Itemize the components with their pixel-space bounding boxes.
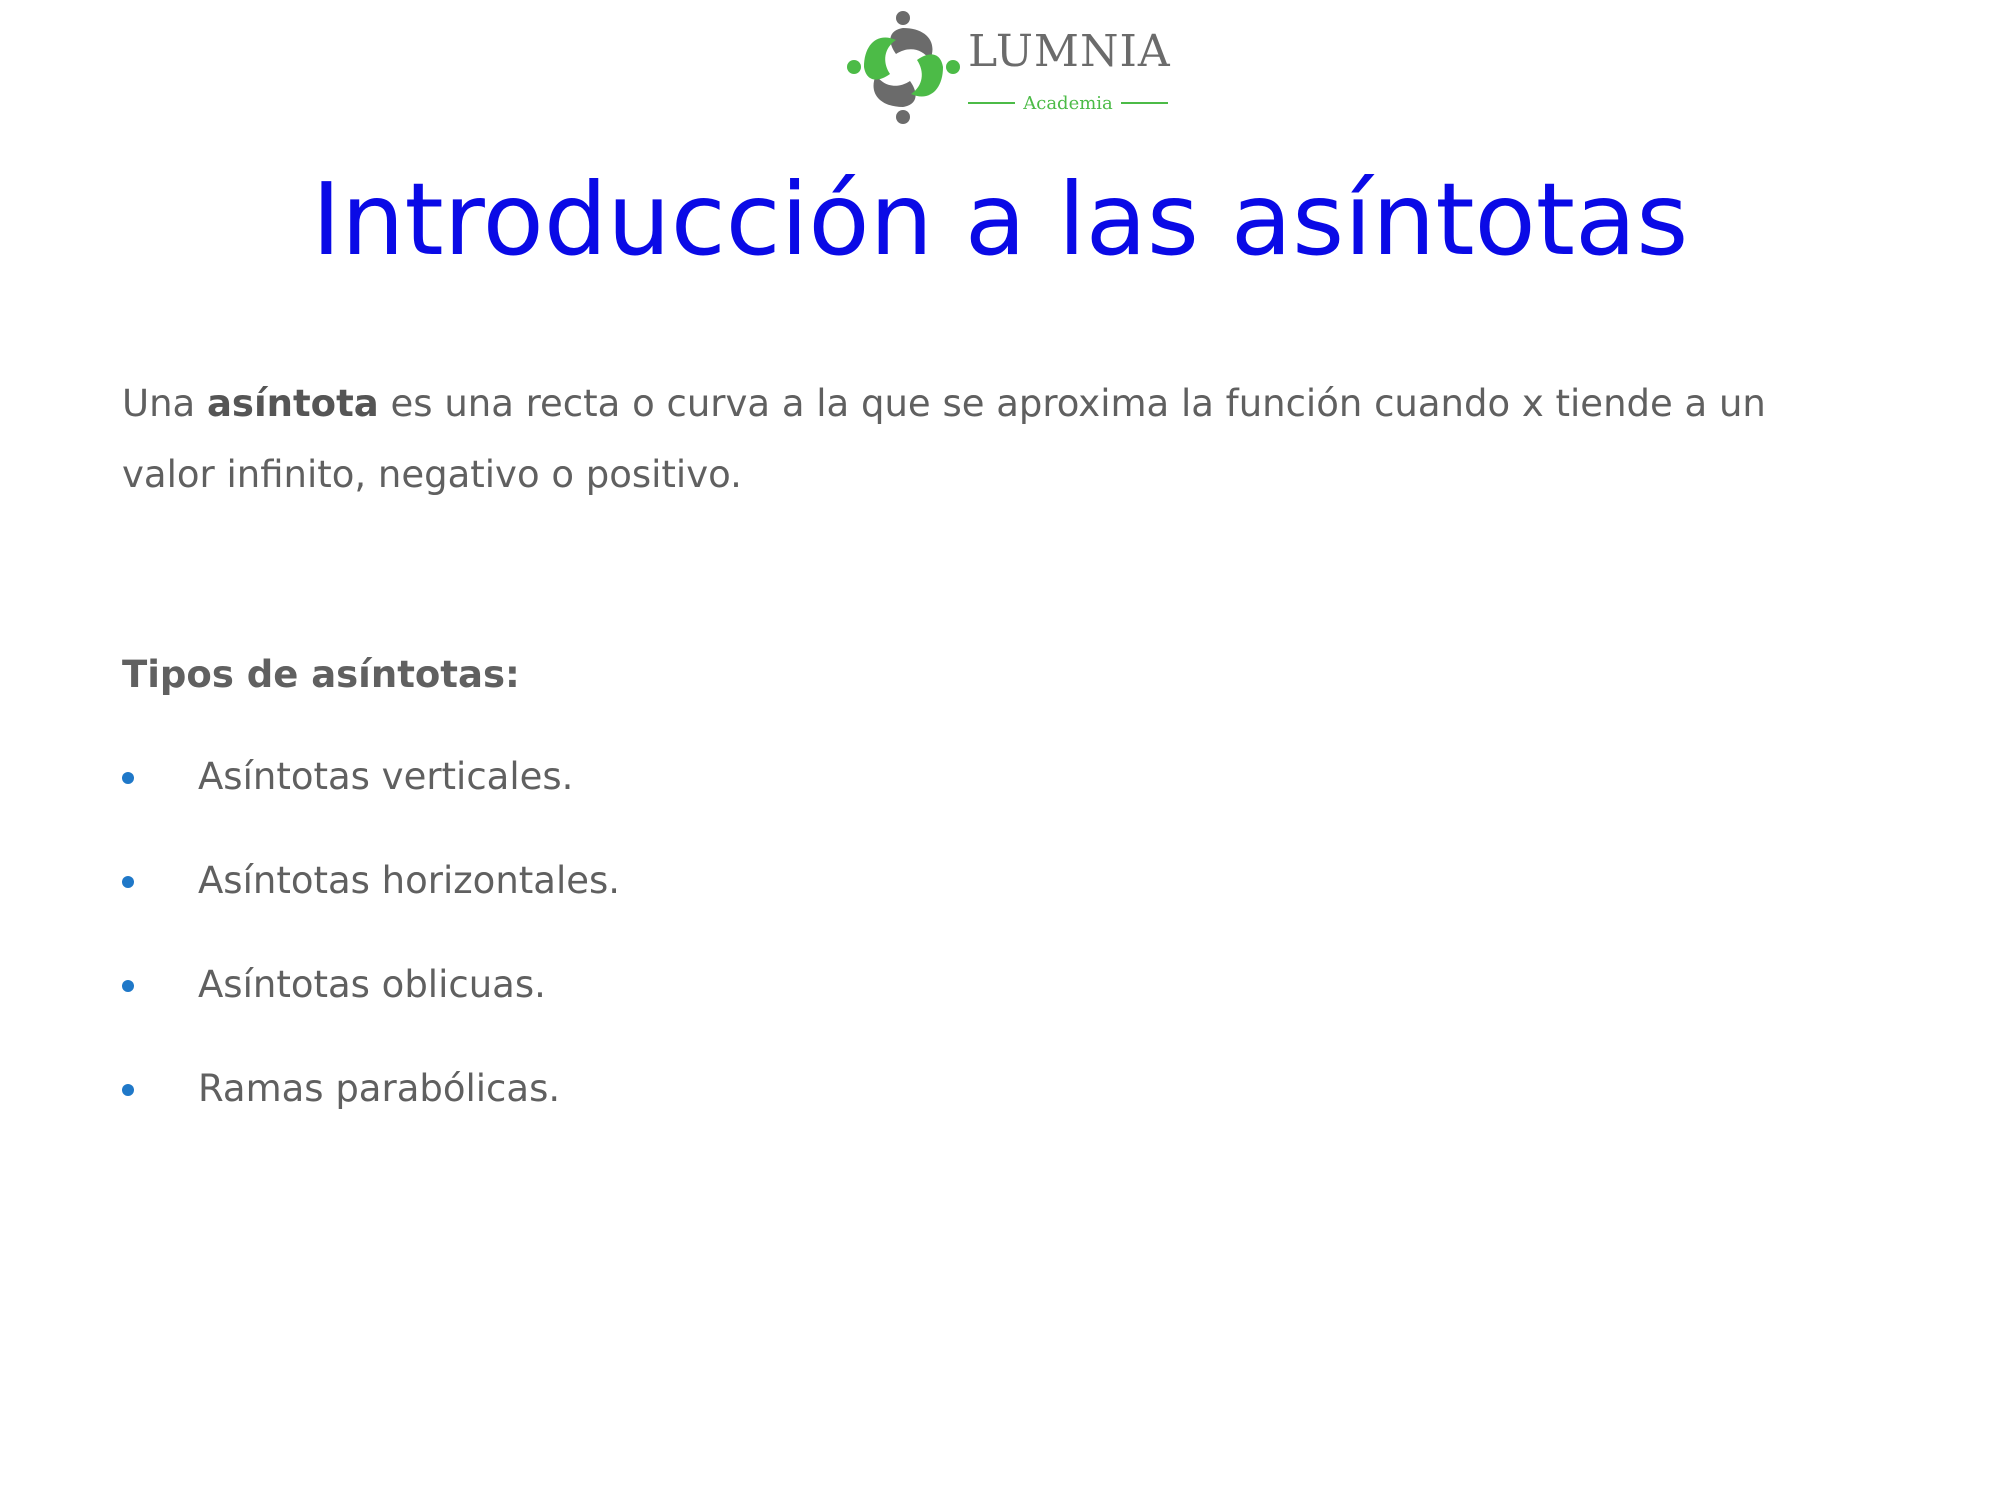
intro-prefix: Una <box>122 382 207 425</box>
bullet-icon <box>122 876 134 888</box>
intro-paragraph <box>122 368 1822 510</box>
bullet-icon <box>122 772 134 784</box>
list-item <box>122 856 620 960</box>
lumnia-logo <box>846 10 1176 125</box>
list-item-text: Asíntotas verticales. <box>198 755 574 798</box>
types-list <box>122 752 620 1168</box>
logo-rule-left <box>968 102 1015 104</box>
types-heading: Tipos de asíntotas: <box>122 653 520 696</box>
logo-subtitle <box>968 92 1168 114</box>
intro-suffix: es una recta o curva a la que se aproxima la función cuando x tiende a un valor infinito, negativo o positivo. <box>122 382 1766 496</box>
list-item-text: Ramas parabólicas. <box>198 1067 561 1110</box>
logo-subtitle-text: Academia <box>1023 92 1113 114</box>
logo-wordmark: LUMNIA <box>968 26 1171 77</box>
slide-title: Introducción a las asíntotas <box>311 161 1689 278</box>
list-item <box>122 960 620 1064</box>
bullet-icon <box>122 980 134 992</box>
list-item-text: Asíntotas oblicuas. <box>198 963 546 1006</box>
list-item <box>122 752 620 856</box>
list-item-text: Asíntotas horizontales. <box>198 859 621 902</box>
list-item <box>122 1064 620 1168</box>
lumnia-logo-mark-icon <box>846 10 961 125</box>
intro-term: asíntota <box>206 382 379 425</box>
bullet-icon <box>122 1084 134 1096</box>
logo-rule-right <box>1121 102 1168 104</box>
